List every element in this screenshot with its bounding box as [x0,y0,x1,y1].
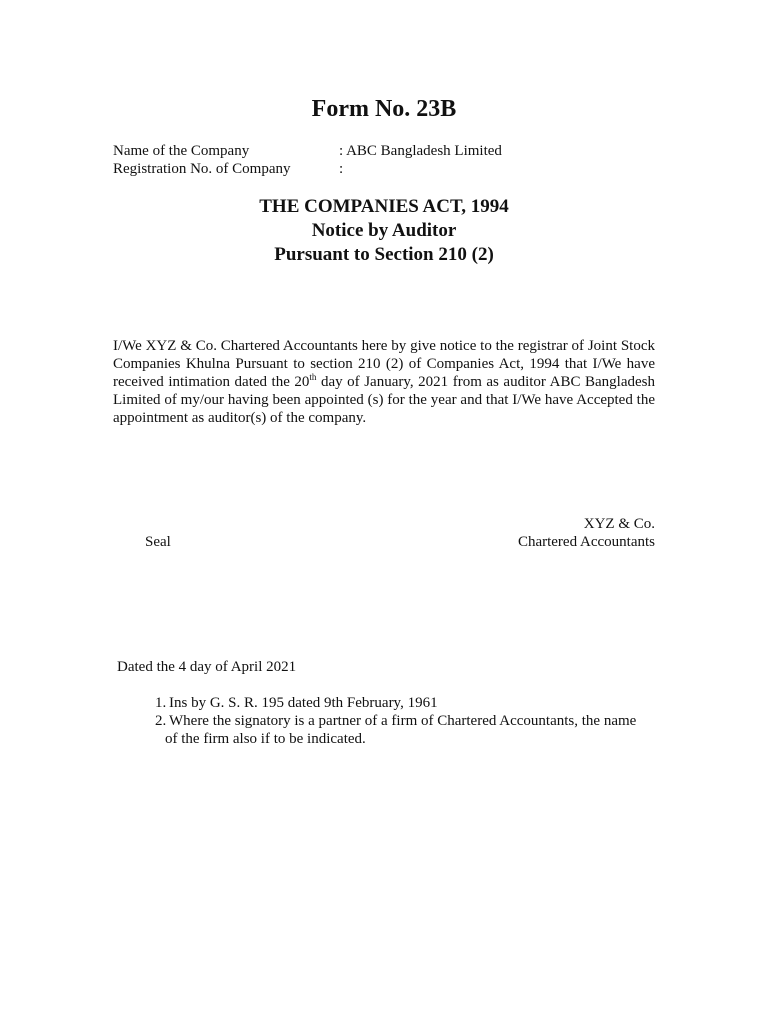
footnote-continuation: of the firm also if to be indicated. [165,731,366,747]
footnotes [155,694,655,748]
notice-body [113,337,655,427]
notice-text-part2: day of January, 2021 from as auditor ABC Bangladesh Limited of my/our having been appointed (s) for the year and that I/We have Accepted the appointment as auditor(s) of the company. [113,374,655,426]
dated-line: Dated the 4 day of April 2021 [117,659,297,675]
footnote-number: 1. [155,695,167,711]
notice-superscript: th [309,372,317,382]
registration-value: : [339,161,344,177]
notice-heading: Notice by Auditor [311,220,457,241]
company-name-label: Name of the Company [113,143,250,159]
footnote-text: Where the signatory is a partner of a firm of Chartered Accountants, the name [169,713,637,729]
registration-row [113,160,343,178]
signatory-firm: XYZ & Co. [583,516,655,532]
act-heading: THE COMPANIES ACT, 1994 [259,196,509,217]
footnote-text: Ins by G. S. R. 195 dated 9th February, 1961 [169,695,438,711]
registration-label: Registration No. of Company [113,161,291,177]
footnote-item [155,694,655,712]
section-heading: Pursuant to Section 210 (2) [274,244,494,265]
signatory-designation: Chartered Accountants [517,534,655,550]
form-title: Form No. 23B [311,96,457,122]
seal-label: Seal [145,534,171,550]
footnote-number: 2. [155,713,167,729]
company-name-value: : ABC Bangladesh Limited [339,143,502,159]
footnote-item [155,712,655,748]
company-name-row [113,142,502,160]
notice-text-part1: I/We XYZ & Co. Chartered Accountants here by give notice to the registrar of Joint Stock Companies Khulna Pursuant to section 210 (2) of Companies Act, 1994 that I/We have received intimation dated the 20 [113,338,655,390]
